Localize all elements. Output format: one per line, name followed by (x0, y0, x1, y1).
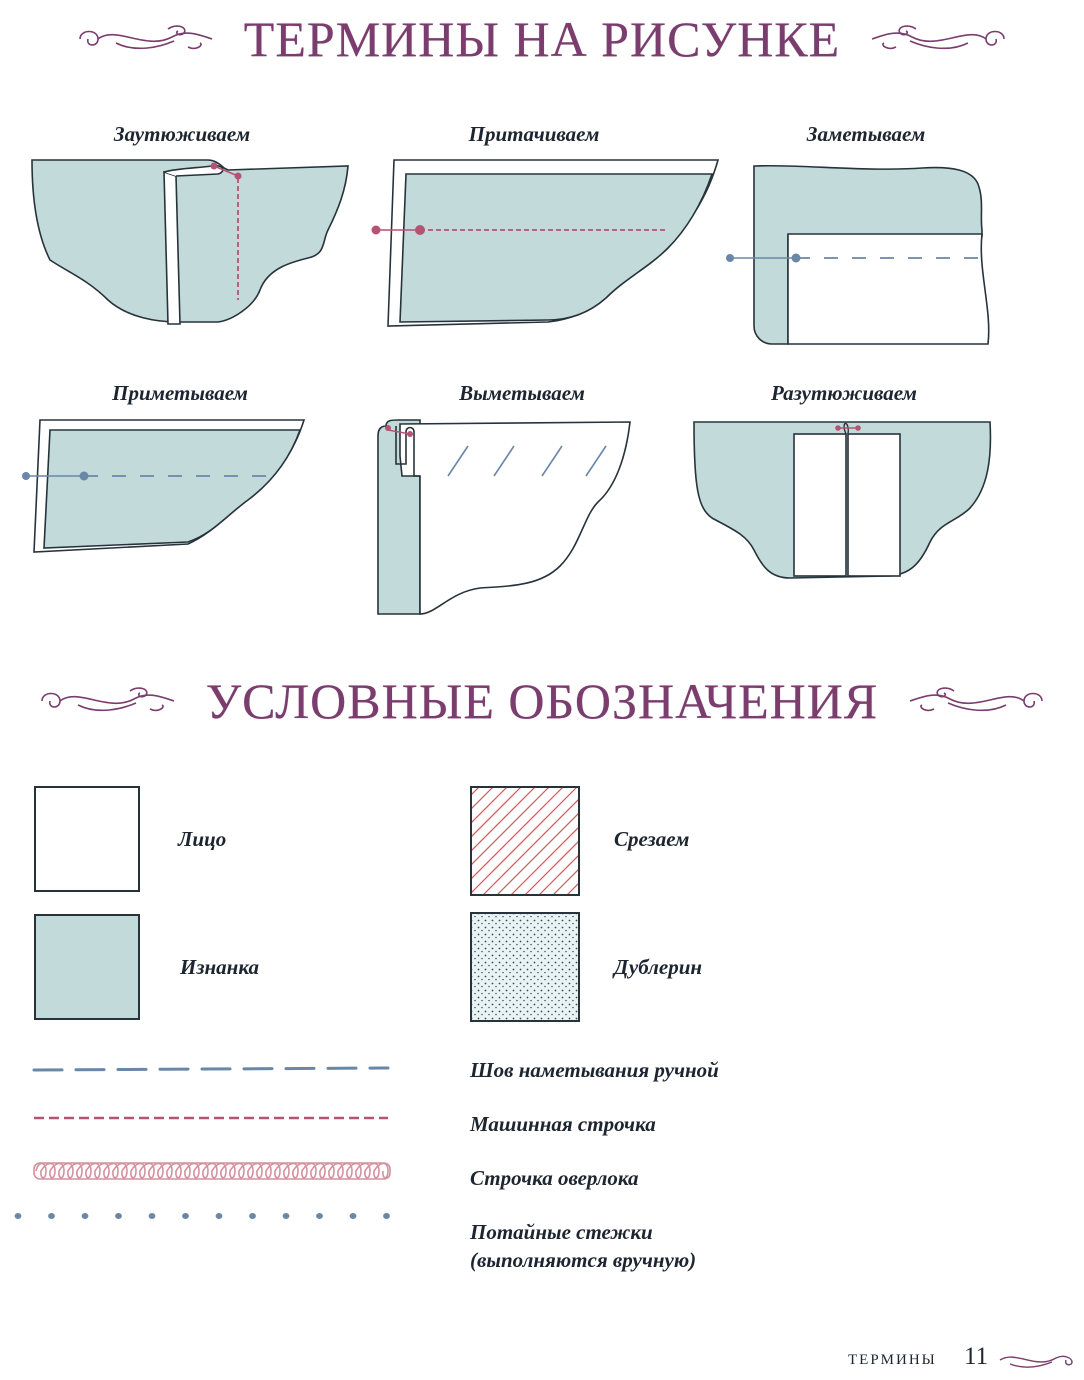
blind-stitch-dot (48, 1213, 55, 1219)
blind-stitch-dot (249, 1213, 256, 1219)
term-label-primetyvaem: Приметываем (112, 381, 248, 405)
legend-interlining-swatch (470, 912, 580, 1022)
blind-stitch-dot (316, 1213, 323, 1219)
blind-stitch-dot (283, 1213, 290, 1219)
term-label-zautyuzhivaem: Заутюживаем (113, 122, 251, 146)
page-number: 11 (964, 1343, 989, 1370)
figure-primetyvaem (18, 416, 310, 556)
legend-blind-label-2: (выполняются вручную) (470, 1248, 697, 1272)
term-label-zametyvaem: Заметываем (806, 122, 926, 146)
flourish-right-icon (906, 683, 1046, 719)
legend-basting-label: Шов наметывания ручной (470, 1058, 719, 1082)
blind-stitch-dot (15, 1213, 22, 1219)
figure-razutyuzhivaem (690, 418, 994, 582)
term-label-vymetyvaem: Выметываем (459, 381, 585, 405)
heading-legend (0, 672, 1084, 730)
legend-face-swatch (34, 786, 140, 892)
term-label-pritachivaem: Притачиваем (468, 122, 600, 146)
flourish-right-icon (868, 21, 1008, 57)
page-title: ТЕРМИНЫ НА РИСУНКЕ (243, 11, 841, 67)
blind-stitch-dot (216, 1213, 223, 1219)
legend-machine-line (30, 1108, 392, 1128)
legend-overlock-label: Строчка оверлока (470, 1166, 639, 1190)
blind-stitch-dot (149, 1213, 156, 1219)
legend-cut-label: Срезаем (614, 827, 690, 851)
legend-reverse-label: Изнанка (180, 955, 259, 979)
flourish-left-icon (38, 683, 178, 719)
legend-blind-line (12, 1206, 396, 1226)
footer-section-label: ТЕРМИНЫ (848, 1352, 937, 1368)
term-label-razutyuzhivaem: Разутюживаем (771, 381, 917, 405)
legend-title: УСЛОВНЫЕ ОБОЗНАЧЕНИЯ (205, 673, 879, 729)
footer-flourish-icon (996, 1348, 1076, 1372)
legend-reverse-swatch (34, 914, 140, 1020)
blind-stitch-dot (82, 1213, 89, 1219)
heading-terms (0, 10, 1084, 68)
legend-blind-label-1: Потайные стежки (470, 1220, 653, 1244)
flourish-left-icon (76, 21, 216, 57)
blind-stitch-dot (182, 1213, 189, 1219)
legend-basting-line (30, 1058, 392, 1080)
blind-stitch-dot (350, 1213, 357, 1219)
figure-zautyuzhivaem (28, 150, 358, 330)
legend-interlining-label: Дублерин (614, 955, 703, 979)
legend-cut-swatch (470, 786, 580, 896)
legend-face-label: Лицо (178, 827, 227, 851)
blind-stitch-dot (115, 1213, 122, 1219)
figure-pritachivaem (368, 156, 722, 328)
blind-stitch-dot (383, 1213, 390, 1219)
legend-machine-label: Машинная строчка (470, 1112, 656, 1136)
legend-overlock-line (30, 1158, 392, 1184)
figure-zametyvaem (722, 160, 994, 350)
figure-vymetyvaem (370, 416, 636, 618)
